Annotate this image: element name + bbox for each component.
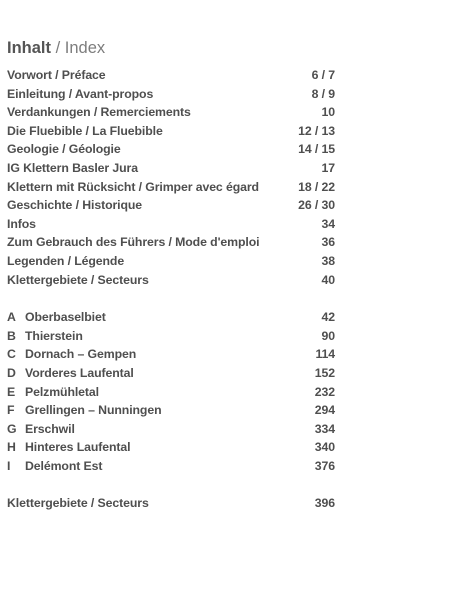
- region-entry[interactable]: [7, 310, 337, 329]
- toc-entry-label: Klettergebiete / Secteurs: [7, 496, 149, 511]
- toc-entry[interactable]: [7, 235, 337, 254]
- page-title: [7, 38, 337, 58]
- region-entry[interactable]: [7, 385, 337, 404]
- region-letter: B: [7, 328, 16, 343]
- title-french: Index: [64, 39, 106, 57]
- toc-entry-label: Zum Gebrauch des Führers / Mode d'emploi: [7, 235, 260, 250]
- toc-entry-label: Vorwort / Préface: [7, 68, 106, 82]
- toc-entry-label: Klettern mit Rücksicht / Grimper avec égard: [7, 179, 259, 194]
- section-spacer: [7, 291, 337, 310]
- region-label: Dornach – Gempen: [25, 347, 137, 362]
- toc-entry-page: 18 / 22: [298, 179, 335, 194]
- toc-entry[interactable]: [7, 273, 337, 292]
- region-entry[interactable]: [7, 329, 337, 348]
- toc-entry[interactable]: [7, 254, 337, 273]
- toc-entry[interactable]: [7, 124, 337, 143]
- toc-entry[interactable]: [7, 217, 337, 236]
- toc-entry-page: 34: [321, 216, 335, 231]
- region-letter: C: [7, 347, 16, 362]
- toc-entry-label: Geschichte / Historique: [7, 198, 143, 213]
- toc-entry-page: 36: [321, 235, 335, 250]
- toc-entry[interactable]: [7, 180, 337, 199]
- toc-entry-page: 26 / 30: [298, 198, 335, 213]
- toc-entry[interactable]: [7, 142, 337, 161]
- toc-entry-label: Die Fluebible / La Fluebible: [7, 123, 163, 138]
- region-label: Oberbaselbiet: [25, 310, 106, 325]
- table-of-contents: [7, 38, 337, 515]
- region-entry[interactable]: [7, 403, 337, 422]
- region-letter: A: [7, 310, 16, 325]
- toc-entry-label: Geologie / Géologie: [7, 142, 121, 157]
- region-label: Delémont Est: [25, 458, 103, 473]
- toc-entry-page: 40: [321, 272, 335, 287]
- toc-entry-label: IG Klettern Basler Jura: [7, 160, 138, 175]
- region-label: Erschwil: [25, 421, 75, 436]
- region-label: Pelzmühletal: [25, 384, 99, 399]
- toc-entry[interactable]: [7, 87, 337, 106]
- region-letter: F: [7, 403, 15, 418]
- toc-entry-page: 17: [321, 160, 335, 175]
- toc-entry-page: 38: [321, 253, 335, 268]
- region-entry[interactable]: [7, 347, 337, 366]
- front-matter-list: [7, 68, 337, 291]
- region-page: 340: [314, 440, 335, 455]
- region-label: Vorderes Laufental: [25, 365, 134, 380]
- toc-entry[interactable]: [7, 161, 337, 180]
- title-separator: /: [51, 39, 65, 57]
- region-entry[interactable]: [7, 366, 337, 385]
- toc-entry-label: Verdankungen / Remerciements: [7, 105, 191, 120]
- region-page: 294: [314, 403, 335, 418]
- toc-entry-page: 14 / 15: [298, 142, 335, 157]
- region-page: 114: [315, 347, 335, 362]
- toc-entry[interactable]: [7, 496, 337, 515]
- toc-entry-page: 396: [314, 496, 335, 511]
- region-page: 152: [314, 365, 335, 380]
- region-page: 90: [321, 328, 335, 343]
- toc-entry-page: 8 / 9: [311, 86, 335, 101]
- region-letter: D: [7, 365, 16, 380]
- section-spacer: [7, 477, 337, 496]
- toc-entry[interactable]: [7, 198, 337, 217]
- region-entry[interactable]: [7, 440, 337, 459]
- region-page: 376: [314, 458, 335, 473]
- region-page: 42: [321, 310, 335, 325]
- region-letter: I: [7, 458, 11, 473]
- toc-entry-label: Klettergebiete / Secteurs: [7, 272, 149, 287]
- toc-entry[interactable]: [7, 105, 337, 124]
- region-entry[interactable]: [7, 422, 337, 441]
- region-page: 232: [314, 384, 335, 399]
- title-german: Inhalt: [7, 39, 51, 57]
- region-label: Grellingen – Nunningen: [25, 403, 162, 418]
- toc-entry[interactable]: [7, 68, 337, 87]
- toc-entry-label: Einleitung / Avant-propos: [7, 86, 154, 101]
- toc-entry-page: 10: [321, 105, 335, 120]
- regions-list: [7, 310, 337, 477]
- region-entry[interactable]: [7, 459, 337, 478]
- region-label: Thierstein: [25, 328, 83, 343]
- region-letter: G: [7, 421, 17, 436]
- appendix-list: [7, 496, 337, 515]
- toc-entry-label: Legenden / Légende: [7, 253, 125, 268]
- region-page: 334: [314, 421, 335, 436]
- toc-entry-page: 12 / 13: [298, 123, 335, 138]
- region-label: Hinteres Laufental: [25, 440, 131, 455]
- toc-entry-label: Infos: [7, 216, 36, 231]
- region-letter: H: [7, 440, 16, 455]
- toc-entry-page: 6 / 7: [311, 68, 335, 82]
- region-letter: E: [7, 384, 16, 399]
